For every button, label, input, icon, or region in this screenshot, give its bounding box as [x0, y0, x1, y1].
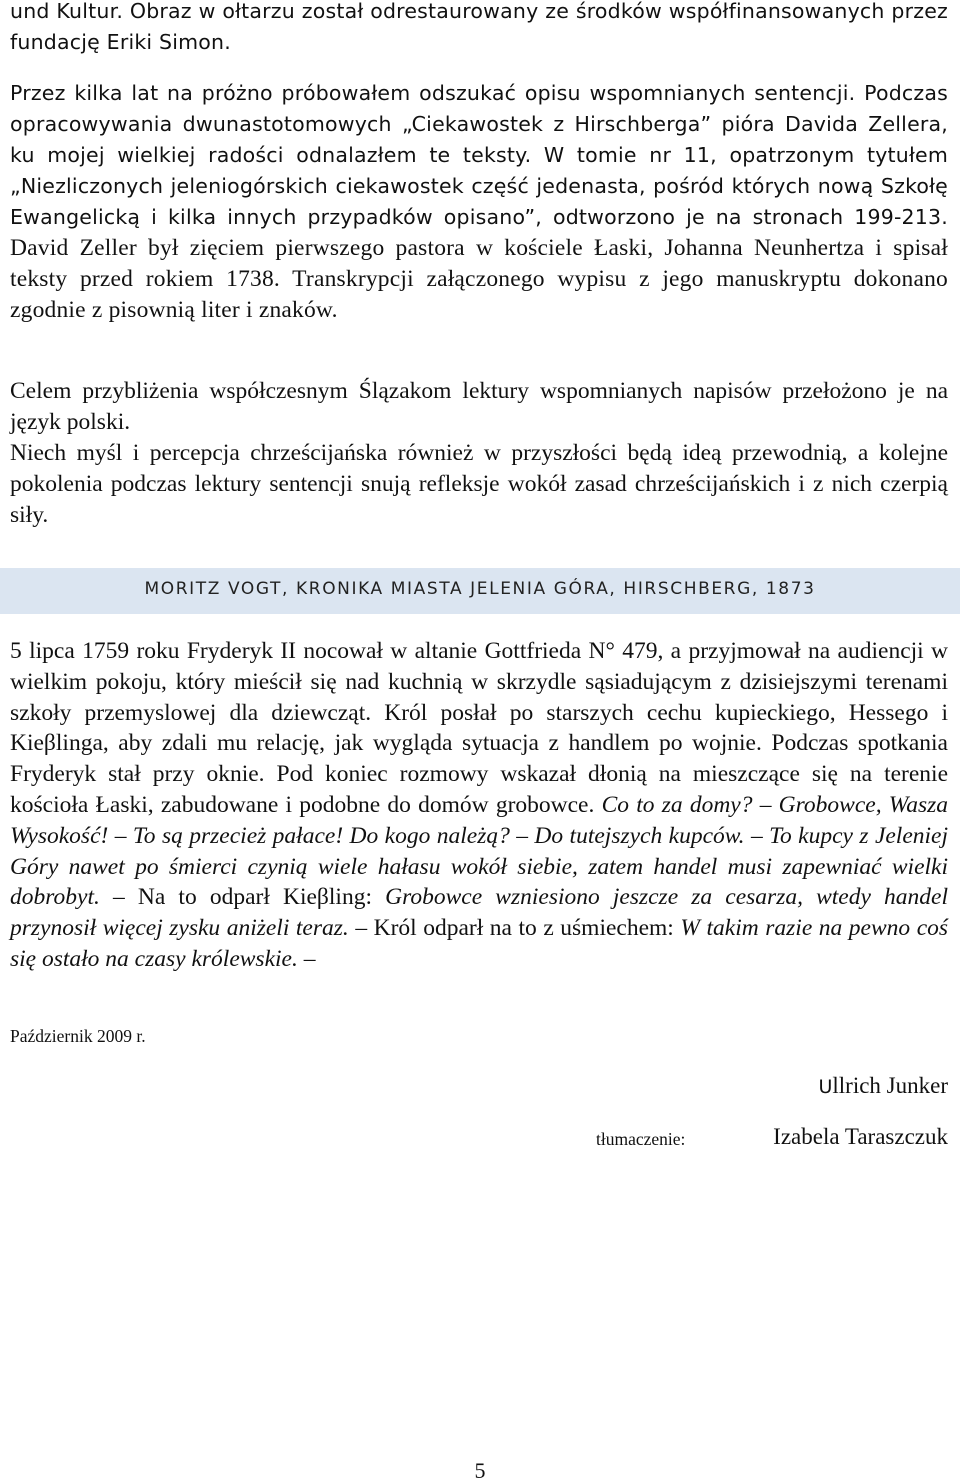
story-dialogue-3: W takim razie na pewno coś się ostało na czasy królewskie. — [10, 915, 949, 972]
story-text-2: – Na to odparł Kieβling: — [113, 884, 372, 911]
translator-name: Izabela Taraszczuk — [773, 1124, 948, 1149]
intro-paragraph-2 — [10, 78, 948, 326]
story-dialogue-1: Co to za domy? – Grobowce, Wasza Wysokość! – To są przecież pałace! Do kogo należą? – Do tutejszych kupców. – To kupcy z Jeleniej Góry nawet po śmierci czynią wiele hałasu wokół siebie, zatem handel musi zapewniać wielki dobrobyt. — [10, 791, 948, 911]
intro-text-2b: David Zeller był zięciem pierwszego pastora w kościele Łaski, Johanna Neunhertza i spisał teksty przed rokiem 1738. Transkrypcji załączonego wypisu z jego manuskryptu dokonano zgodnie z pisownią liter i znaków. — [10, 235, 948, 323]
author-initial: U — [818, 1076, 833, 1098]
intro-text-1: und Kultur. Obraz w ołtarzu został odrestaurowany ze środków współfinansowanych przez fundację Eriki Simon. — [10, 0, 948, 54]
author-name — [818, 1073, 948, 1099]
story-text-3: – Król odparł na to z uśmiechem: — [355, 915, 674, 942]
section-header-title: MORITZ VOGT, KRONIKA MIASTA JELENIA GÓRA, HIRSCHBERG, 1873 — [144, 579, 816, 599]
intro-text-4: Niech myśl i percepcja chrześcijańska również w przyszłości będą ideą przewodnią, a kolejne pokolenia podczas lektury sentencji snują refleksje wokół zasad chrześcijańskich i z nich czerpią siły. — [10, 440, 948, 528]
intro-paragraph-4 — [10, 438, 948, 530]
story-dialogue-2: Grobowce wzniesiono jeszcze za cesarza, wtedy handel przynosił więcej zysku aniżeli teraz. — [10, 884, 949, 942]
author-surname: llrich Junker — [832, 1073, 948, 1098]
document-date: Październik 2009 r. — [10, 1026, 146, 1046]
intro-text-3: Celem przybliżenia współczesnym Ślązakom lektury wspomnianych napisów przełożono je na język polski. — [10, 378, 948, 435]
story-paragraph — [10, 636, 948, 975]
intro-text-2a: Przez kilka lat na próżno próbowałem odszukać opisu wspomnianych sentencji. Podczas opracowywania dwunastotomowych „Ciekawostek z Hirschberga” pióra Davida Zellera, ku mojej wielkiej radości odnalazłem te teksty. W tomie nr 11, opatrzonym tytułem „Niezliczonych jeleniogórskich ciekawostek część jedenasta, pośród których nową Szkołę Ewangelicką i kilka innych przypadków opisano”, odtworzono je na stronach 199-213. — [10, 81, 948, 229]
intro-paragraph-1 — [10, 0, 948, 58]
intro-paragraph-3 — [10, 376, 948, 438]
page-number: 5 — [474, 1458, 486, 1483]
translation-label: tłumaczenie: — [596, 1129, 686, 1149]
story-text-1: 5 lipca 1759 roku Fryderyk II nocował w altanie Gottfrieda N° 479, a przyjmował na audiencji w wielkim pokoju, który mieścił się nad kuchnią w skrzydle sąsiadującym z dzisiejszymi terenami szkoły przemyslowej dla dziewcząt. Król posłał po starszych cechu kupieckiego, Hessego i Kieβlinga, aby zdali mu relację, jak wygląda sytuacja z handlem po wojnie. Podczas spotkania Fryderyk stał przy oknie. Pod koniec rozmowy wskazał dłonią na mieszczące się na terenie kościoła Łaski, zabudowane i podobne do domów grobowce. — [10, 638, 948, 818]
story-text-4: – — [303, 945, 316, 972]
